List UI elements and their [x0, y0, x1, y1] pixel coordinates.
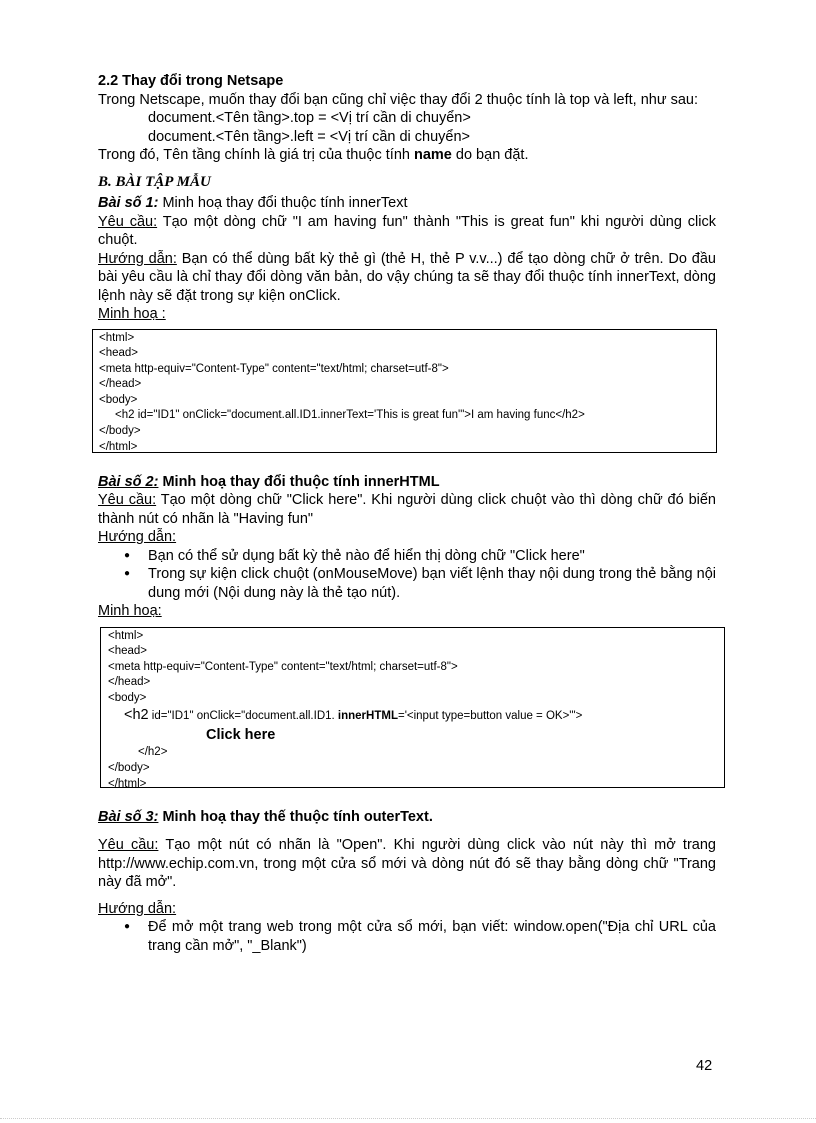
- code-line: <html>: [99, 331, 135, 344]
- code-line: <html>: [108, 629, 144, 642]
- section-heading-b: B. BÀI TẬP MẪU: [98, 173, 211, 190]
- code-line: <meta http-equiv="Content-Type" content="text/html; charset=utf-8">: [108, 660, 458, 673]
- code-line: </head>: [99, 378, 142, 391]
- exercise-2-demo-label: Minh hoạ:: [98, 603, 162, 619]
- list-item: ● Để mở một trang web trong một cửa sổ mới, bạn viết: window.open("Địa chỉ URL của trang cần mở", "_Blank"): [98, 918, 716, 955]
- code-line: <head>: [99, 347, 139, 360]
- code-line: <body>: [108, 691, 147, 704]
- code-line: Click here: [206, 727, 276, 744]
- document-page: [98, 72, 716, 955]
- page-bottom-divider: [0, 1118, 816, 1119]
- code-line: <meta http-equiv="Content-Type" content="text/html; charset=utf-8">: [99, 362, 449, 375]
- exercise-3-requirement: Yêu cầu: Tạo một nút có nhãn là "Open". Khi người dùng click vào nút này thì mở trang http://www.echip.com.vn, trong một cửa sổ mới và dòng nút đó sẽ thay bằng dòng chữ "Trang này đã mở".: [98, 837, 716, 890]
- code-line: <h2 id="ID1" onClick="document.all.ID1.innerText='This is great fun'">I am having func</h2>: [115, 409, 585, 422]
- code-line: </body>: [108, 762, 150, 775]
- exercise-2-guide-label: Hướng dẫn:: [98, 529, 177, 545]
- exercise-3-title: Bài số 3: Minh hoạ thay thế thuộc tính outerText.: [98, 808, 433, 825]
- exercise-2-title: Bài số 2: Minh hoạ thay đổi thuộc tính innerHTML: [98, 473, 440, 490]
- netscape-note: Trong đó, Tên tầng chính là giá trị của thuộc tính name do bạn đặt.: [98, 147, 529, 163]
- code-line-left: document.<Tên tầng>.left = <Vị trí cần di chuyển>: [148, 128, 471, 145]
- code-line: <head>: [108, 645, 148, 658]
- section-heading-2-2: 2.2 Thay đổi trong Netsape: [98, 73, 284, 89]
- list-item: ● Trong sự kiện click chuột (onMouseMove) bạn viết lệnh thay nội dung trong thẻ bằng nội dung mới (Nội dung này là thẻ tạo nút).: [98, 565, 716, 602]
- exercise-2-guide-list: [98, 547, 716, 603]
- exercise-1-demo-label: Minh hoạ :: [98, 306, 166, 322]
- exercise-1-guide: Hướng dẫn: Bạn có thể dùng bất kỳ thẻ gì (thẻ H, thẻ P v.v...) để tạo dòng chữ ở trên. Do đầu bài yêu cầu là chỉ thay đổi dòng văn bản, do vậy chúng ta sẽ thay đổi thuộc tính innerText, dòng lệnh này sẽ đặt trong sự kiện onClick.: [98, 250, 716, 304]
- code-line: </head>: [108, 676, 151, 689]
- exercise-3-guide-label: Hướng dẫn:: [98, 900, 177, 917]
- netscape-intro: Trong Netscape, muốn thay đổi bạn cũng chỉ việc thay đổi 2 thuộc tính là top và left, như sau:: [98, 91, 699, 108]
- list-item: ● Bạn có thể sử dụng bất kỳ thẻ nào để hiển thị dòng chữ "Click here": [98, 547, 716, 566]
- code-line: </h2>: [138, 746, 168, 759]
- code-line: </html>: [108, 777, 147, 790]
- exercise-1-requirement: Yêu cầu: Tạo một dòng chữ "I am having fun" thành "This is great fun" khi người dùng click chuột.: [98, 213, 716, 248]
- page-number: 42: [696, 1058, 713, 1074]
- exercise-1-code-box: [92, 329, 717, 453]
- code-line: </html>: [99, 440, 138, 453]
- exercise-2-code-box: [100, 627, 725, 788]
- exercise-3-guide-list: [98, 918, 716, 955]
- exercise-1-title: Bài số 1: Minh hoạ thay đổi thuộc tính innerText: [98, 195, 408, 211]
- code-line: <body>: [99, 393, 138, 406]
- code-line: <h2 id="ID1" onClick="document.all.ID1. innerHTML='<input type=button value = OK>'">: [124, 707, 583, 724]
- code-line-top: document.<Tên tầng>.top = <Vị trí cần di chuyển>: [148, 110, 471, 126]
- exercise-2-requirement: Yêu cầu: Tạo một dòng chữ "Click here". Khi người dùng click chuột vào thì dòng chữ đó biến thành nút có nhãn là "Having fun": [98, 492, 716, 527]
- code-line: </body>: [99, 425, 141, 438]
